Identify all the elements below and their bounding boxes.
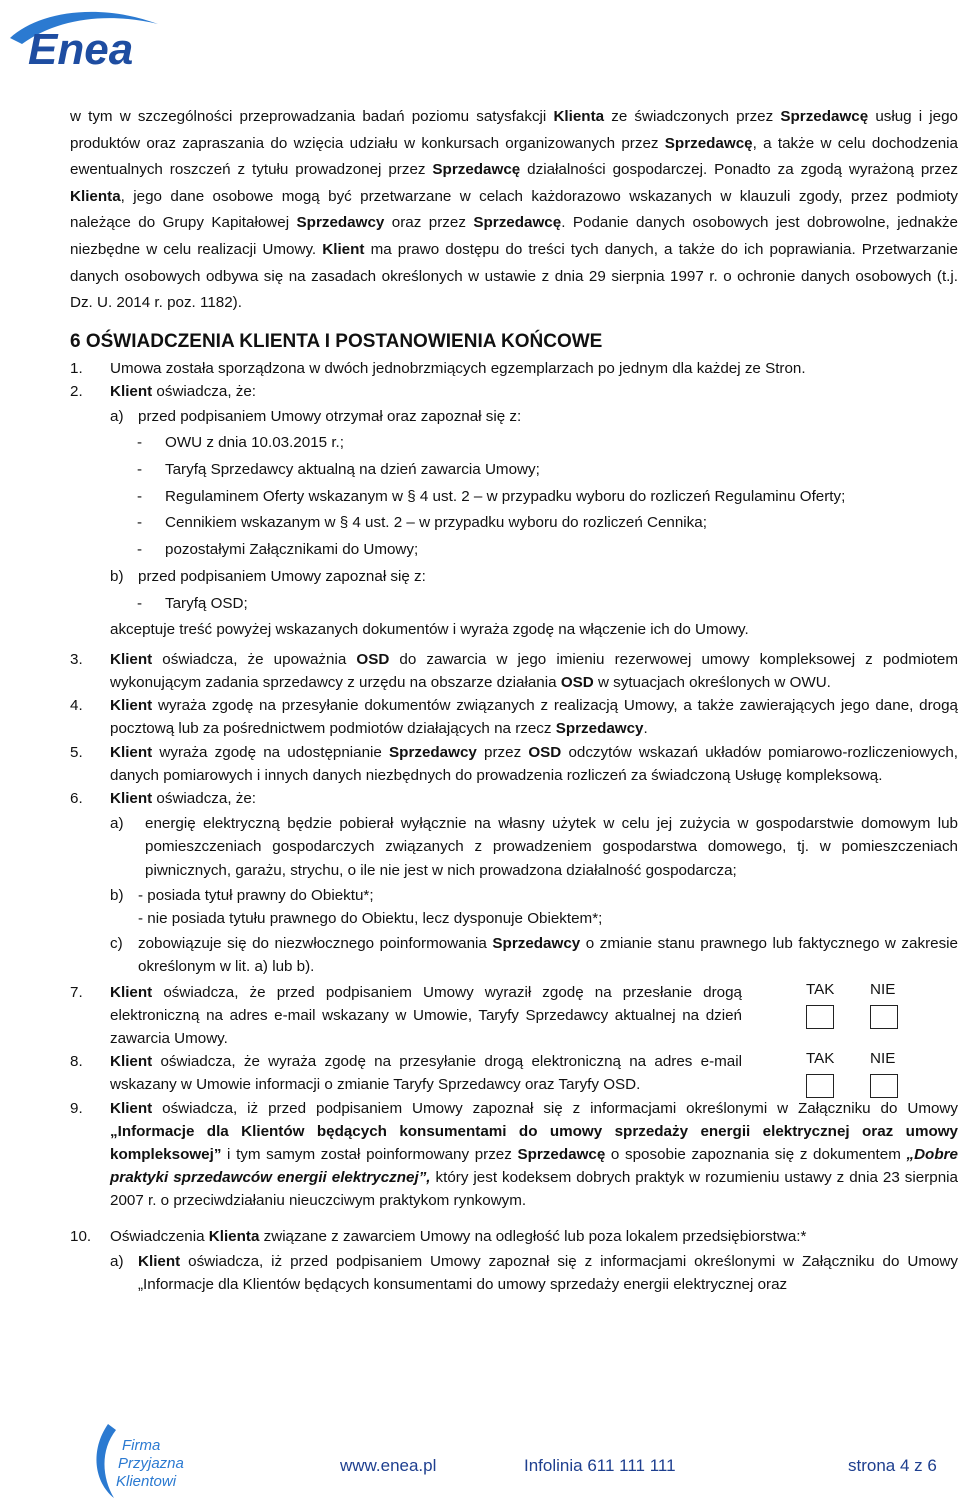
item-6c: c) zobowiązuje się do niezwłocznego poinformowania Sprzedawcy o zmianie stanu prawnego lub faktycznego w zakresie określonym w lit. a) lub b). bbox=[110, 935, 958, 976]
list-item: - pozostałymi Załącznikami do Umowy; bbox=[137, 540, 419, 558]
document-body bbox=[70, 104, 958, 1298]
item-6: 6. Klient oświadcza, że: bbox=[70, 789, 257, 807]
website-link[interactable]: www.enea.pl bbox=[340, 1456, 437, 1475]
svg-text:Przyjazna: Przyjazna bbox=[118, 1455, 184, 1472]
item-2a: a) przed podpisaniem Umowy otrzymał oraz zapoznał się z: bbox=[110, 408, 522, 426]
list-item: - OWU z dnia 10.03.2015 r.; bbox=[137, 434, 344, 452]
item-2-accept: akceptuje treść powyżej wskazanych dokumentów i wyraża zgodę na włączenie ich do Umowy. bbox=[110, 621, 749, 639]
item-4: 4. Klient wyraża zgodę na przesyłanie dokumentów związanych z realizacją Umowy, a także zawierających jego dane, drogą pocztową lub za pośrednictwem podmiotów działających na rzecz Sprzedawcy. bbox=[70, 697, 958, 738]
no-label: NIE bbox=[870, 980, 896, 998]
item-3: 3. Klient oświadcza, że upoważnia OSD do zawarcia w jego imieniu rezerwowej umowy kompleksowej z podmiotem wykonującym zadania sprzedawcy z urzędu na obszarze działania OSD w sytuacjach określonych w OWU. bbox=[70, 650, 958, 691]
yes-label: TAK bbox=[806, 1050, 835, 1068]
item-10a: a) Klient oświadcza, iż przed podpisaniem Umowy zapoznał się z informacjami określonymi w Załączniku do Umowy „Informacje dla Klientów będących konsumentami do umowy sprzedaży energii elektrycznej oraz bbox=[110, 1252, 958, 1293]
item-7-row bbox=[70, 981, 958, 1051]
enea-logo bbox=[8, 4, 173, 68]
item-10: 10. Oświadczenia Klienta związane z zawarciem Umowy na odległość lub poza lokalem przedsiębiorstwa:* bbox=[70, 1227, 807, 1245]
no-checkbox[interactable] bbox=[870, 1074, 898, 1098]
svg-text:Klientowi: Klientowi bbox=[116, 1473, 177, 1490]
section-heading: 6 OŚWIADCZENIA KLIENTA I POSTANOWIENIA KOŃCOWE bbox=[70, 330, 603, 352]
logo-text: Enea bbox=[28, 25, 134, 68]
hotline-text: Infolinia 611 111 111 bbox=[524, 1456, 676, 1475]
item-7: 7. Klient oświadcza, że przed podpisaniem Umowy wyraził zgodę na przesłanie drogą elektroniczną na adres e-mail wskazany w Umowie, Taryfy Sprzedawcy aktualnej na dzień zawarcia Umowy. bbox=[70, 983, 742, 1047]
firma-przyjazna-klientowi-badge bbox=[88, 1420, 198, 1500]
item-7-consent bbox=[788, 977, 958, 1037]
list-item: - Taryfą OSD; bbox=[137, 594, 248, 612]
page-number: strona 4 z 6 bbox=[848, 1456, 937, 1475]
yes-label: TAK bbox=[806, 980, 835, 998]
item-6a: a) energię elektryczną będzie pobierał wyłącznie na własny użytek w celu jej zużycia w gospodarstwie domowym lub pomieszczeniach gospodarczych związanych z prowadzeniem gospodarstwa domowego, tj. w pomieszczeniach piwnicznych, garażu, strychu, o ile nie jest w nich prowadzona działalność gospodarcza; bbox=[110, 815, 958, 879]
page-footer bbox=[0, 1420, 960, 1504]
item-5: 5. Klient wyraża zgodę na udostępnianie Sprzedawcy przez OSD odczytów wskazań układów pomiarowo-rozliczeniowych, danych pomiarowych i innych danych niezbędnych do prowadzenia rozliczeń za świadczoną Usługę kompleksową. bbox=[70, 743, 958, 784]
item-8-row bbox=[70, 1050, 958, 1096]
item-9: 9. Klient oświadcza, iż przed podpisaniem Umowy zapoznał się z informacjami określonymi w Załączniku do Umowy „Informacje dla Klientów będących konsumentami do umowy sprzedaży energii elektrycznej oraz umowy kompleksowej” i tym samym został poinformowany przez Sprzedawcę o sposobie zapoznania się z dokumentem „Dobre praktyki sprzedawców energii elektrycznej”, który jest kodeksem dobrych praktyk w rozumieniu ustawy z dnia 23 sierpnia 2007 r. o przeciwdziałaniu nieuczciwym praktykom rynkowym. bbox=[70, 1099, 958, 1210]
list-item: - Regulaminem Oferty wskazanym w § 4 ust. 2 – w przypadku wyboru do rozliczeń Regulaminu Oferty; bbox=[137, 487, 846, 505]
list-item: - Taryfą Sprzedawcy aktualną na dzień zawarcia Umowy; bbox=[137, 460, 540, 478]
list-item: - Cennikiem wskazanym w § 4 ust. 2 – w przypadku wyboru do rozliczeń Cennika; bbox=[137, 514, 707, 532]
yes-checkbox[interactable] bbox=[806, 1074, 834, 1098]
item-2: 2. Klient oświadcza, że: bbox=[70, 382, 257, 400]
item-2b: b) przed podpisaniem Umowy zapoznał się z: bbox=[110, 568, 426, 586]
yes-checkbox[interactable] bbox=[806, 1005, 834, 1029]
item-8: 8. Klient oświadcza, że wyraża zgodę na przesyłanie drogą elektroniczną na adres e-mail wskazany w Umowie informacji o zmianie Taryfy Sprzedawcy oraz Taryfy OSD. bbox=[70, 1053, 742, 1094]
item-1: 1. Umowa została sporządzona w dwóch jednobrzmiących egzemplarzach po jednym dla każdej ze Stron. bbox=[70, 359, 806, 377]
no-checkbox[interactable] bbox=[870, 1005, 898, 1029]
intro-paragraph: w tym w szczególności przeprowadzania badań poziomu satysfakcji Klienta ze świadczonych przez Sprzedawcę usług i jego produktów oraz zapraszania do wzięcia udziału w konkursach organizowanych przez Sprzedawcę, a także w celu dochodzenia ewentualnych roszczeń z tytułu prowadzonej przez Sprzedawcę działalności gospodarczej. Ponadto za zgodą wyrażoną przez Klienta, jego dane osobowe mogą być przetwarzane w celach każdorazowo wskazanych w klauzuli zgody, przez podmioty należące do Grupy Kapitałowej Sprzedawcy oraz przez Sprzedawcę. Podanie danych osobowych jest dobrowolne, jednakże niezbędne w celu realizacji Umowy. Klient ma prawo dostępu do treści tych danych, a także do ich poprawiania. Przetwarzanie danych osobowych odbywa się na zasadach określonych w ustawie z dnia 29 sierpnia 1997 r. o ochronie danych osobowych (t.j. Dz. U. 2014 r. poz. 1182). bbox=[70, 108, 958, 312]
svg-text:Firma: Firma bbox=[122, 1437, 161, 1454]
no-label: NIE bbox=[870, 1050, 896, 1068]
item-6b: b) - posiada tytuł prawny do Obiektu*; - nie posiada tytułu prawnego do Obiektu, lecz dysponuje Obiektem*; bbox=[110, 886, 603, 927]
